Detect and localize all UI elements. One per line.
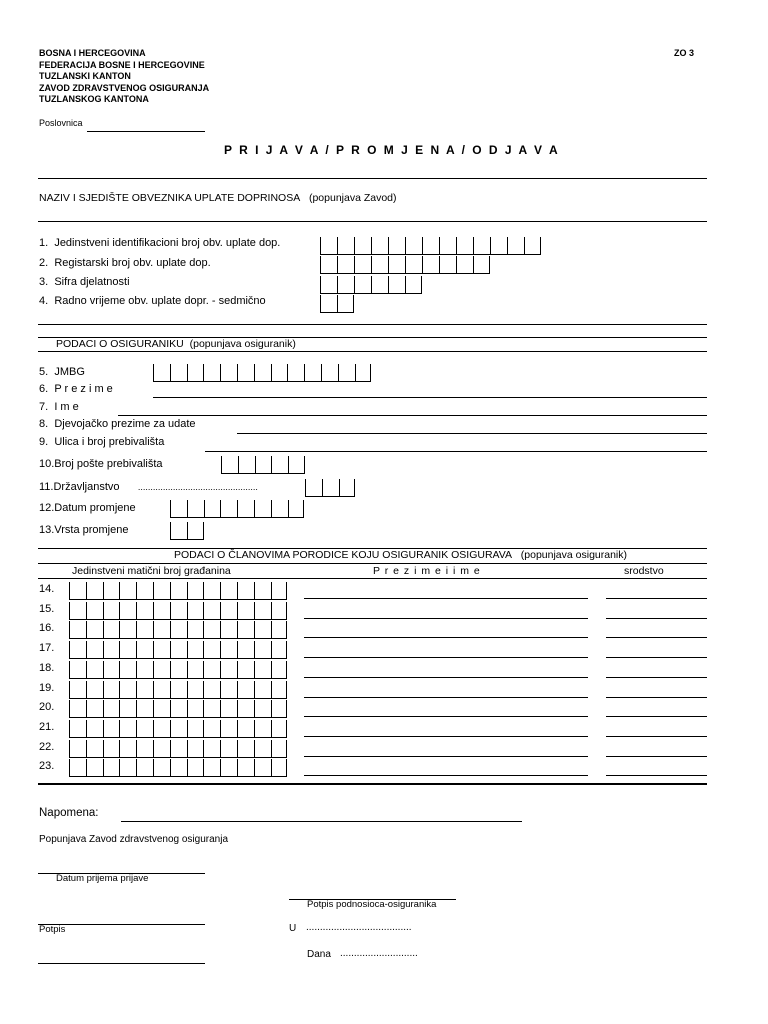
digit-cell[interactable] bbox=[136, 740, 153, 757]
digit-cell[interactable] bbox=[405, 276, 422, 293]
digit-cell[interactable] bbox=[271, 602, 288, 619]
digit-cell[interactable] bbox=[69, 641, 86, 658]
digit-cell[interactable] bbox=[153, 641, 170, 658]
postal-code-boxes[interactable] bbox=[221, 456, 305, 474]
digit-cell[interactable] bbox=[220, 759, 237, 776]
digit-cell[interactable] bbox=[69, 720, 86, 737]
digit-cell[interactable] bbox=[371, 237, 388, 254]
digit-cell[interactable] bbox=[254, 621, 271, 638]
digit-cell[interactable] bbox=[153, 681, 170, 698]
digit-cell[interactable] bbox=[220, 681, 237, 698]
change-date-boxes[interactable] bbox=[170, 500, 304, 518]
insured-section-title: PODACI O OSIGURANIKU bbox=[56, 338, 184, 350]
family-jmbg-boxes[interactable] bbox=[69, 641, 287, 659]
digit-cell[interactable] bbox=[354, 256, 371, 273]
digit-cell[interactable] bbox=[153, 364, 170, 381]
digit-cell[interactable] bbox=[170, 621, 187, 638]
digit-cell[interactable] bbox=[170, 582, 187, 599]
family-relationship-field[interactable] bbox=[606, 677, 707, 678]
digit-cell[interactable] bbox=[288, 456, 305, 473]
maiden-name-field[interactable] bbox=[237, 433, 707, 434]
digit-cell[interactable] bbox=[287, 364, 304, 381]
digit-cell[interactable] bbox=[153, 759, 170, 776]
jmbg-boxes[interactable] bbox=[153, 364, 371, 382]
digit-cell[interactable] bbox=[271, 700, 288, 717]
family-name-field[interactable] bbox=[304, 756, 588, 757]
digit-cell[interactable] bbox=[86, 720, 103, 737]
digit-cell[interactable] bbox=[86, 700, 103, 717]
digit-cell[interactable] bbox=[170, 720, 187, 737]
digit-cell[interactable] bbox=[203, 681, 220, 698]
digit-cell[interactable] bbox=[103, 720, 120, 737]
family-row-number: 19. bbox=[39, 681, 55, 694]
digit-cell[interactable] bbox=[237, 602, 254, 619]
family-name-field[interactable] bbox=[304, 736, 588, 737]
digit-cell[interactable] bbox=[322, 479, 339, 496]
digit-cell[interactable] bbox=[170, 364, 187, 381]
digit-cell[interactable] bbox=[237, 500, 254, 517]
digit-cell[interactable] bbox=[271, 456, 288, 473]
digit-cell[interactable] bbox=[119, 661, 136, 678]
digit-cell[interactable] bbox=[136, 681, 153, 698]
digit-cell[interactable] bbox=[103, 582, 120, 599]
digit-cell[interactable] bbox=[103, 641, 120, 658]
family-name-field[interactable] bbox=[304, 716, 588, 717]
family-jmbg-boxes[interactable] bbox=[69, 582, 287, 600]
digit-cell[interactable] bbox=[203, 641, 220, 658]
first-name-field[interactable] bbox=[118, 415, 707, 416]
item-10-label: 10.Broj pošte prebivališta bbox=[39, 458, 163, 470]
insured-section-label bbox=[56, 338, 296, 350]
digit-cell[interactable] bbox=[473, 256, 490, 273]
digit-cell[interactable] bbox=[203, 740, 220, 757]
digit-cell[interactable] bbox=[320, 256, 337, 273]
family-name-field[interactable] bbox=[304, 598, 588, 599]
digit-cell[interactable] bbox=[221, 456, 238, 473]
digit-cell[interactable] bbox=[153, 582, 170, 599]
digit-cell[interactable] bbox=[422, 237, 439, 254]
header-line: FEDERACIJA BOSNE I HERCEGOVINE bbox=[39, 59, 205, 70]
digit-cell[interactable] bbox=[254, 740, 271, 757]
family-relationship-field[interactable] bbox=[606, 637, 707, 638]
digit-cell[interactable] bbox=[254, 700, 271, 717]
digit-cell[interactable] bbox=[170, 700, 187, 717]
payer-section-label bbox=[39, 192, 397, 204]
digit-cell[interactable] bbox=[237, 582, 254, 599]
digit-cell[interactable] bbox=[203, 759, 220, 776]
digit-cell[interactable] bbox=[320, 237, 337, 254]
item-13-label: 13.Vrsta promjene bbox=[39, 524, 129, 536]
digit-cell[interactable] bbox=[220, 700, 237, 717]
digit-cell[interactable] bbox=[119, 681, 136, 698]
header-line: ZAVOD ZDRAVSTVENOG OSIGURANJA bbox=[39, 82, 210, 93]
digit-cell[interactable] bbox=[439, 256, 456, 273]
digit-cell[interactable] bbox=[119, 621, 136, 638]
family-jmbg-boxes[interactable] bbox=[69, 700, 287, 718]
address-field[interactable] bbox=[205, 451, 707, 452]
digit-cell[interactable] bbox=[136, 641, 153, 658]
header-line: TUZLANSKI KANTON bbox=[39, 71, 131, 81]
napomena-label: Napomena: bbox=[39, 807, 99, 819]
family-relationship-field[interactable] bbox=[606, 657, 707, 658]
family-name-field[interactable] bbox=[304, 677, 588, 678]
digit-cell[interactable] bbox=[456, 237, 473, 254]
item-2-label: 2. Registarski broj obv. uplate dop. bbox=[39, 257, 211, 269]
digit-cell[interactable] bbox=[203, 602, 220, 619]
family-row-number: 22. bbox=[39, 740, 55, 753]
digit-cell[interactable] bbox=[69, 681, 86, 698]
digit-cell[interactable] bbox=[255, 456, 272, 473]
divider bbox=[38, 178, 707, 179]
family-jmbg-boxes[interactable] bbox=[69, 740, 287, 758]
family-name-field[interactable] bbox=[304, 697, 588, 698]
digit-cell[interactable] bbox=[69, 700, 86, 717]
digit-cell[interactable] bbox=[271, 661, 288, 678]
digit-cell[interactable] bbox=[405, 256, 422, 273]
item-4-label: 4. Radno vrijeme obv. uplate dopr. - sedmično bbox=[39, 295, 266, 307]
digit-cell[interactable] bbox=[271, 621, 288, 638]
digit-cell[interactable] bbox=[439, 237, 456, 254]
digit-cell[interactable] bbox=[170, 661, 187, 678]
digit-cell[interactable] bbox=[119, 700, 136, 717]
citizenship-boxes[interactable] bbox=[305, 479, 355, 497]
digit-cell[interactable] bbox=[237, 661, 254, 678]
digit-cell[interactable] bbox=[371, 256, 388, 273]
digit-cell[interactable] bbox=[490, 237, 507, 254]
digit-cell[interactable] bbox=[69, 621, 86, 638]
digit-cell[interactable] bbox=[237, 364, 254, 381]
digit-cell[interactable] bbox=[69, 740, 86, 757]
activity-code-boxes[interactable] bbox=[320, 276, 422, 294]
digit-cell[interactable] bbox=[456, 256, 473, 273]
digit-cell[interactable] bbox=[203, 582, 220, 599]
digit-cell[interactable] bbox=[271, 364, 288, 381]
digit-cell[interactable] bbox=[220, 740, 237, 757]
zavod-fill-label: Popunjava Zavod zdravstvenog osiguranja bbox=[39, 834, 229, 845]
form-title: P R I J A V A / P R O M J E N A / O D J A V A bbox=[224, 143, 560, 157]
digit-cell[interactable] bbox=[86, 602, 103, 619]
digit-cell[interactable] bbox=[337, 295, 354, 312]
payer-section-title: NAZIV I SJEDIŠTE OBVEZNIKA UPLATE DOPRINOSA bbox=[39, 192, 301, 204]
col-relationship-header: srodstvo bbox=[624, 565, 664, 577]
digit-cell[interactable] bbox=[388, 276, 405, 293]
digit-cell[interactable] bbox=[271, 500, 288, 517]
family-row-number: 18. bbox=[39, 661, 55, 674]
item-12-label: 12.Datum promjene bbox=[39, 502, 136, 514]
family-relationship-field[interactable] bbox=[606, 736, 707, 737]
divider bbox=[38, 351, 707, 352]
digit-cell[interactable] bbox=[254, 641, 271, 658]
family-relationship-field[interactable] bbox=[606, 618, 707, 619]
payer-name-field[interactable] bbox=[38, 221, 707, 222]
insured-section-note: (popunjava osiguranik) bbox=[189, 338, 296, 350]
place-label: U bbox=[289, 923, 297, 934]
digit-cell[interactable] bbox=[170, 740, 187, 757]
item-7-label: 7. I m e bbox=[39, 401, 79, 413]
digit-cell[interactable] bbox=[271, 740, 288, 757]
place-field[interactable]: ...................................... bbox=[306, 922, 412, 933]
digit-cell[interactable] bbox=[119, 720, 136, 737]
digit-cell[interactable] bbox=[187, 621, 204, 638]
family-row-number: 15. bbox=[39, 602, 55, 615]
digit-cell[interactable] bbox=[187, 582, 204, 599]
digit-cell[interactable] bbox=[238, 456, 255, 473]
family-name-field[interactable] bbox=[304, 618, 588, 619]
digit-cell[interactable] bbox=[170, 681, 187, 698]
digit-cell[interactable] bbox=[320, 295, 337, 312]
family-jmbg-boxes[interactable] bbox=[69, 602, 287, 620]
family-row-number: 14. bbox=[39, 583, 55, 595]
item-6-label: 6. P r e z i m e bbox=[39, 383, 113, 395]
digit-cell[interactable] bbox=[153, 700, 170, 717]
digit-cell[interactable] bbox=[371, 276, 388, 293]
napomena-field[interactable] bbox=[121, 821, 522, 822]
digit-cell[interactable] bbox=[170, 602, 187, 619]
divider bbox=[38, 578, 707, 579]
item-8-label: 8. Djevojačko prezime za udate bbox=[39, 418, 196, 430]
digit-cell[interactable] bbox=[136, 661, 153, 678]
digit-cell[interactable] bbox=[119, 582, 136, 599]
digit-cell[interactable] bbox=[187, 364, 204, 381]
digit-cell[interactable] bbox=[271, 720, 288, 737]
digit-cell[interactable] bbox=[170, 500, 187, 517]
header-line: BOSNA I HERCEGOVINA bbox=[39, 48, 146, 58]
digit-cell[interactable] bbox=[254, 759, 271, 776]
digit-cell[interactable] bbox=[170, 759, 187, 776]
digit-cell[interactable] bbox=[136, 582, 153, 599]
digit-cell[interactable] bbox=[220, 720, 237, 737]
digit-cell[interactable] bbox=[153, 661, 170, 678]
digit-cell[interactable] bbox=[337, 237, 354, 254]
digit-cell[interactable] bbox=[220, 661, 237, 678]
item-1-label: 1. Jedinstveni identifikacioni broj obv. uplate dop. bbox=[39, 237, 281, 249]
date-label: Dana bbox=[307, 949, 331, 960]
digit-cell[interactable] bbox=[187, 720, 204, 737]
digit-cell[interactable] bbox=[153, 720, 170, 737]
digit-cell[interactable] bbox=[170, 522, 187, 539]
header-block bbox=[39, 48, 209, 106]
registry-number-boxes[interactable] bbox=[320, 256, 490, 274]
family-section-label bbox=[174, 549, 627, 561]
digit-cell[interactable] bbox=[388, 256, 405, 273]
digit-cell[interactable] bbox=[103, 759, 120, 776]
family-row-number: 20. bbox=[39, 701, 55, 714]
family-name-field[interactable] bbox=[304, 657, 588, 658]
digit-cell[interactable] bbox=[136, 720, 153, 737]
digit-cell[interactable] bbox=[237, 759, 254, 776]
digit-cell[interactable] bbox=[203, 720, 220, 737]
digit-cell[interactable] bbox=[103, 661, 120, 678]
digit-cell[interactable] bbox=[203, 621, 220, 638]
digit-cell[interactable] bbox=[103, 681, 120, 698]
digit-cell[interactable] bbox=[339, 479, 356, 496]
digit-cell[interactable] bbox=[153, 740, 170, 757]
digit-cell[interactable] bbox=[119, 740, 136, 757]
digit-cell[interactable] bbox=[153, 621, 170, 638]
digit-cell[interactable] bbox=[355, 364, 372, 381]
digit-cell[interactable] bbox=[119, 641, 136, 658]
family-row-number: 21. bbox=[39, 720, 55, 733]
poslovnica-field[interactable] bbox=[87, 131, 205, 132]
digit-cell[interactable] bbox=[354, 276, 371, 293]
digit-cell[interactable] bbox=[203, 700, 220, 717]
digit-cell[interactable] bbox=[271, 759, 288, 776]
family-row-number: 16. bbox=[39, 622, 55, 635]
digit-cell[interactable] bbox=[271, 681, 288, 698]
digit-cell[interactable] bbox=[153, 602, 170, 619]
item-3-label: 3. Sifra djelatnosti bbox=[39, 276, 130, 288]
family-jmbg-boxes[interactable] bbox=[69, 759, 287, 777]
digit-cell[interactable] bbox=[237, 621, 254, 638]
form-code: ZO 3 bbox=[674, 48, 695, 58]
digit-cell[interactable] bbox=[354, 237, 371, 254]
digit-cell[interactable] bbox=[69, 661, 86, 678]
family-relationship-field[interactable] bbox=[606, 697, 707, 698]
digit-cell[interactable] bbox=[220, 582, 237, 599]
digit-cell[interactable] bbox=[187, 759, 204, 776]
digit-cell[interactable] bbox=[187, 641, 204, 658]
divider bbox=[38, 563, 707, 564]
digit-cell[interactable] bbox=[187, 681, 204, 698]
digit-cell[interactable] bbox=[136, 621, 153, 638]
digit-cell[interactable] bbox=[69, 759, 86, 776]
digit-cell[interactable] bbox=[305, 479, 322, 496]
payer-section-note: (popunjava Zavod) bbox=[308, 192, 397, 204]
family-relationship-field[interactable] bbox=[606, 598, 707, 599]
family-relationship-field[interactable] bbox=[606, 716, 707, 717]
digit-cell[interactable] bbox=[405, 237, 422, 254]
family-row-number: 23. bbox=[39, 760, 55, 773]
digit-cell[interactable] bbox=[254, 720, 271, 737]
surname-field[interactable] bbox=[153, 397, 707, 398]
digit-cell[interactable] bbox=[388, 237, 405, 254]
digit-cell[interactable] bbox=[203, 364, 220, 381]
digit-cell[interactable] bbox=[203, 661, 220, 678]
digit-cell[interactable] bbox=[187, 740, 204, 757]
digit-cell[interactable] bbox=[254, 364, 271, 381]
family-section-note: (popunjava osiguranik) bbox=[520, 549, 628, 561]
digit-cell[interactable] bbox=[204, 500, 221, 517]
receipt-date-label: Datum prijema prijave bbox=[56, 873, 149, 884]
digit-cell[interactable] bbox=[507, 237, 524, 254]
digit-cell[interactable] bbox=[237, 720, 254, 737]
digit-cell[interactable] bbox=[69, 582, 86, 599]
digit-cell[interactable] bbox=[86, 759, 103, 776]
col-jmbg-header: Jedinstveni matični broj građanina bbox=[72, 565, 231, 577]
digit-cell[interactable] bbox=[86, 681, 103, 698]
digit-cell[interactable] bbox=[103, 740, 120, 757]
applicant-signature-label: Potpis podnosioca-osiguranika bbox=[307, 899, 437, 910]
family-row-number: 17. bbox=[39, 642, 55, 655]
family-name-field[interactable] bbox=[304, 637, 588, 638]
digit-cell[interactable] bbox=[119, 602, 136, 619]
digit-cell[interactable] bbox=[136, 759, 153, 776]
digit-cell[interactable] bbox=[271, 641, 288, 658]
digit-cell[interactable] bbox=[254, 582, 271, 599]
digit-cell[interactable] bbox=[187, 500, 204, 517]
digit-cell[interactable] bbox=[187, 602, 204, 619]
digit-cell[interactable] bbox=[254, 602, 271, 619]
digit-cell[interactable] bbox=[86, 740, 103, 757]
header-line: TUZLANSKOG KANTONA bbox=[39, 94, 149, 104]
signature-label: Potpis bbox=[39, 924, 66, 935]
digit-cell[interactable] bbox=[320, 276, 337, 293]
digit-cell[interactable] bbox=[220, 602, 237, 619]
family-section-title: PODACI O ČLANOVIMA PORODICE KOJU OSIGURANIK OSIGURAVA bbox=[174, 549, 513, 561]
digit-cell[interactable] bbox=[288, 500, 305, 517]
date-field[interactable]: ............................ bbox=[340, 948, 418, 959]
digit-cell[interactable] bbox=[86, 582, 103, 599]
digit-cell[interactable] bbox=[86, 641, 103, 658]
digit-cell[interactable] bbox=[220, 641, 237, 658]
divider bbox=[38, 324, 707, 325]
digit-cell[interactable] bbox=[136, 700, 153, 717]
digit-cell[interactable] bbox=[103, 602, 120, 619]
col-name-header: P r e z i m e i i m e bbox=[373, 565, 481, 577]
digit-cell[interactable] bbox=[337, 276, 354, 293]
digit-cell[interactable] bbox=[338, 364, 355, 381]
digit-cell[interactable] bbox=[321, 364, 338, 381]
digit-cell[interactable] bbox=[254, 661, 271, 678]
family-jmbg-boxes[interactable] bbox=[69, 661, 287, 679]
digit-cell[interactable] bbox=[220, 500, 237, 517]
family-jmbg-boxes[interactable] bbox=[69, 720, 287, 738]
digit-cell[interactable] bbox=[187, 700, 204, 717]
digit-cell[interactable] bbox=[473, 237, 490, 254]
item-11-label: 11.Državljanstvo ................................................ bbox=[39, 481, 258, 493]
item-9-label: 9. Ulica i broj prebivališta bbox=[39, 436, 165, 448]
digit-cell[interactable] bbox=[422, 256, 439, 273]
digit-cell[interactable] bbox=[119, 759, 136, 776]
family-relationship-field[interactable] bbox=[606, 775, 707, 776]
digit-cell[interactable] bbox=[103, 621, 120, 638]
digit-cell[interactable] bbox=[86, 661, 103, 678]
extra-field[interactable] bbox=[38, 963, 205, 964]
digit-cell[interactable] bbox=[524, 237, 541, 254]
digit-cell[interactable] bbox=[136, 602, 153, 619]
working-hours-boxes[interactable] bbox=[320, 295, 354, 313]
digit-cell[interactable] bbox=[187, 661, 204, 678]
digit-cell[interactable] bbox=[304, 364, 321, 381]
digit-cell[interactable] bbox=[337, 256, 354, 273]
digit-cell[interactable] bbox=[220, 621, 237, 638]
change-type-boxes[interactable] bbox=[170, 522, 204, 540]
digit-cell[interactable] bbox=[254, 681, 271, 698]
digit-cell[interactable] bbox=[69, 602, 86, 619]
item-5-label: 5. JMBG bbox=[39, 366, 85, 378]
digit-cell[interactable] bbox=[187, 522, 204, 539]
digit-cell[interactable] bbox=[271, 582, 288, 599]
digit-cell[interactable] bbox=[237, 681, 254, 698]
family-name-field[interactable] bbox=[304, 775, 588, 776]
digit-cell[interactable] bbox=[103, 700, 120, 717]
digit-cell[interactable] bbox=[220, 364, 237, 381]
digit-cell[interactable] bbox=[254, 500, 271, 517]
digit-cell[interactable] bbox=[237, 740, 254, 757]
digit-cell[interactable] bbox=[170, 641, 187, 658]
family-relationship-field[interactable] bbox=[606, 756, 707, 757]
id-number-boxes[interactable] bbox=[320, 237, 541, 255]
digit-cell[interactable] bbox=[237, 700, 254, 717]
poslovnica-label: Poslovnica bbox=[39, 118, 83, 128]
digit-cell[interactable] bbox=[86, 621, 103, 638]
section-bottom-divider bbox=[38, 783, 707, 785]
family-jmbg-boxes[interactable] bbox=[69, 681, 287, 699]
family-jmbg-boxes[interactable] bbox=[69, 621, 287, 639]
digit-cell[interactable] bbox=[237, 641, 254, 658]
